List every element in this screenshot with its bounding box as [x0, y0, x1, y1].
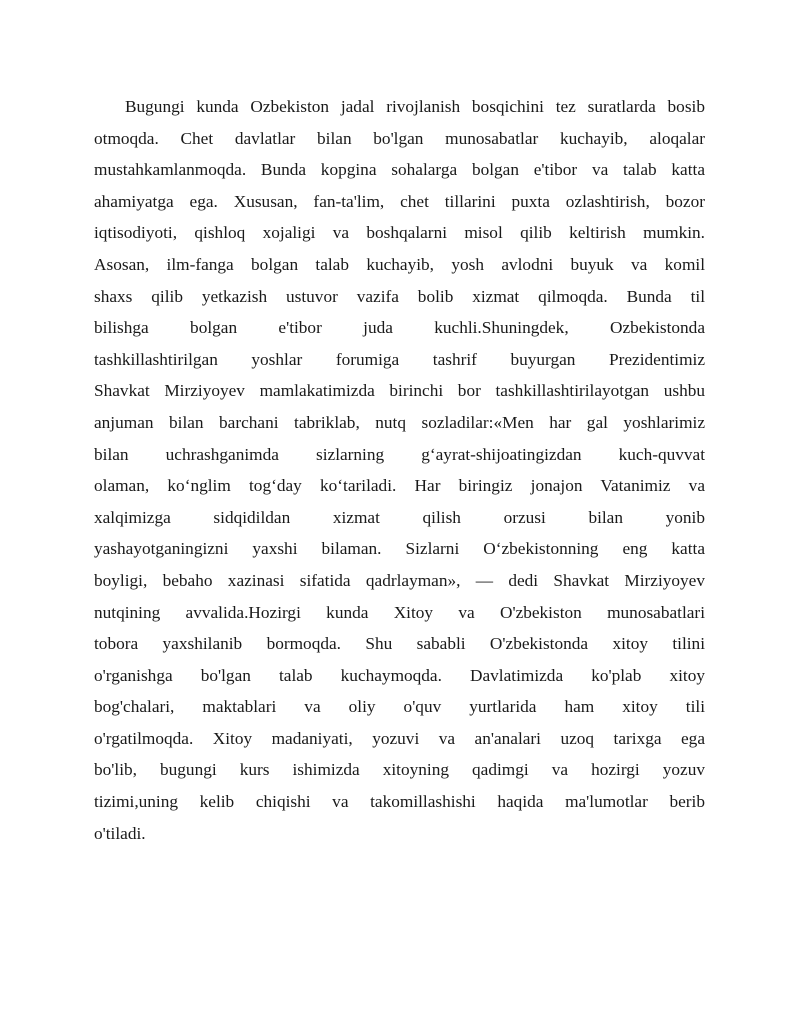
paragraph-line: Asosan, ilm-fanga bolgan talab kuchayib, yosh avlodni buyuk va komil [94, 254, 705, 274]
paragraph-line: olaman, koʻnglim togʻday koʻtariladi. Har biringiz jonajon Vatanimiz va [94, 476, 705, 496]
paragraph-line: bog'chalari, maktablari va oliy o'quv yurtlarida ham xitoy tili [94, 697, 705, 717]
paragraph-line: iqtisodiyoti, qishloq xojaligi va boshqalarni misol qilib keltirish mumkin. [94, 223, 705, 243]
paragraph-line: o'rgatilmoqda. Xitoy madaniyati, yozuvi va an'analari uzoq tarixga ega [94, 728, 705, 748]
paragraph-line: yashayotganingizni yaxshi bilaman. Sizlarni Oʻzbekistonning eng katta [94, 539, 705, 559]
paragraph-line: otmoqda. Chet davlatlar bilan bo'lgan munosabatlar kuchayib, aloqalar [94, 128, 705, 148]
paragraph-line: mustahkamlanmoqda. Bunda kopgina sohalarga bolgan e'tibor va talab katta [94, 160, 705, 180]
paragraph-line: anjuman bilan barchani tabriklab, nutq sozladilar:«Men har gal yoshlarimiz [94, 412, 705, 432]
paragraph-line: tizimi,uning kelib chiqishi va takomillashishi haqida ma'lumotlar berib [94, 792, 705, 812]
paragraph-line: bo'lib, bugungi kurs ishimizda xitoyning qadimgi va hozirgi yozuv [94, 760, 705, 780]
paragraph-line: bilishga bolgan e'tibor juda kuchli.Shuningdek, Ozbekistonda [94, 318, 705, 338]
paragraph-line: o'rganishga bo'lgan talab kuchaymoqda. Davlatimizda ko'plab xitoy [94, 665, 705, 685]
paragraph-line: ahamiyatga ega. Xususan, fan-ta'lim, chet tillarini puxta ozlashtirish, bozor [94, 191, 705, 211]
paragraph-line: Bugungi kunda Ozbekiston jadal rivojlanish bosqichini tez suratlarda bosib [125, 97, 705, 116]
paragraph-line: xalqimizga sidqidildan xizmat qilish orzusi bilan yonib [94, 507, 705, 527]
paragraph-line: nutqining avvalida.Hozirgi kunda Xitoy va O'zbekiston munosabatlari [94, 602, 705, 622]
paragraph-line: boyligi, bebaho xazinasi sifatida qadrlayman», — dedi Shavkat Mirziyoyev [94, 570, 705, 590]
paragraph-line: Shavkat Mirziyoyev mamlakatimizda birinchi bor tashkillashtirilayotgan ushbu [94, 381, 705, 401]
paragraph-line: bilan uchrashganimda sizlarning gʻayrat-shijoatingizdan kuch-quvvat [94, 444, 705, 464]
paragraph-line: tashkillashtirilgan yoshlar forumiga tashrif buyurgan Prezidentimiz [94, 349, 705, 369]
paragraph-line: shaxs qilib yetkazish ustuvor vazifa bolib xizmat qilmoqda. Bunda til [94, 286, 705, 306]
paragraph-line: o'tiladi. [94, 823, 146, 843]
paragraph-line: tobora yaxshilanib bormoqda. Shu sababli O'zbekistonda xitoy tilini [94, 634, 705, 654]
body-paragraph [94, 91, 705, 849]
